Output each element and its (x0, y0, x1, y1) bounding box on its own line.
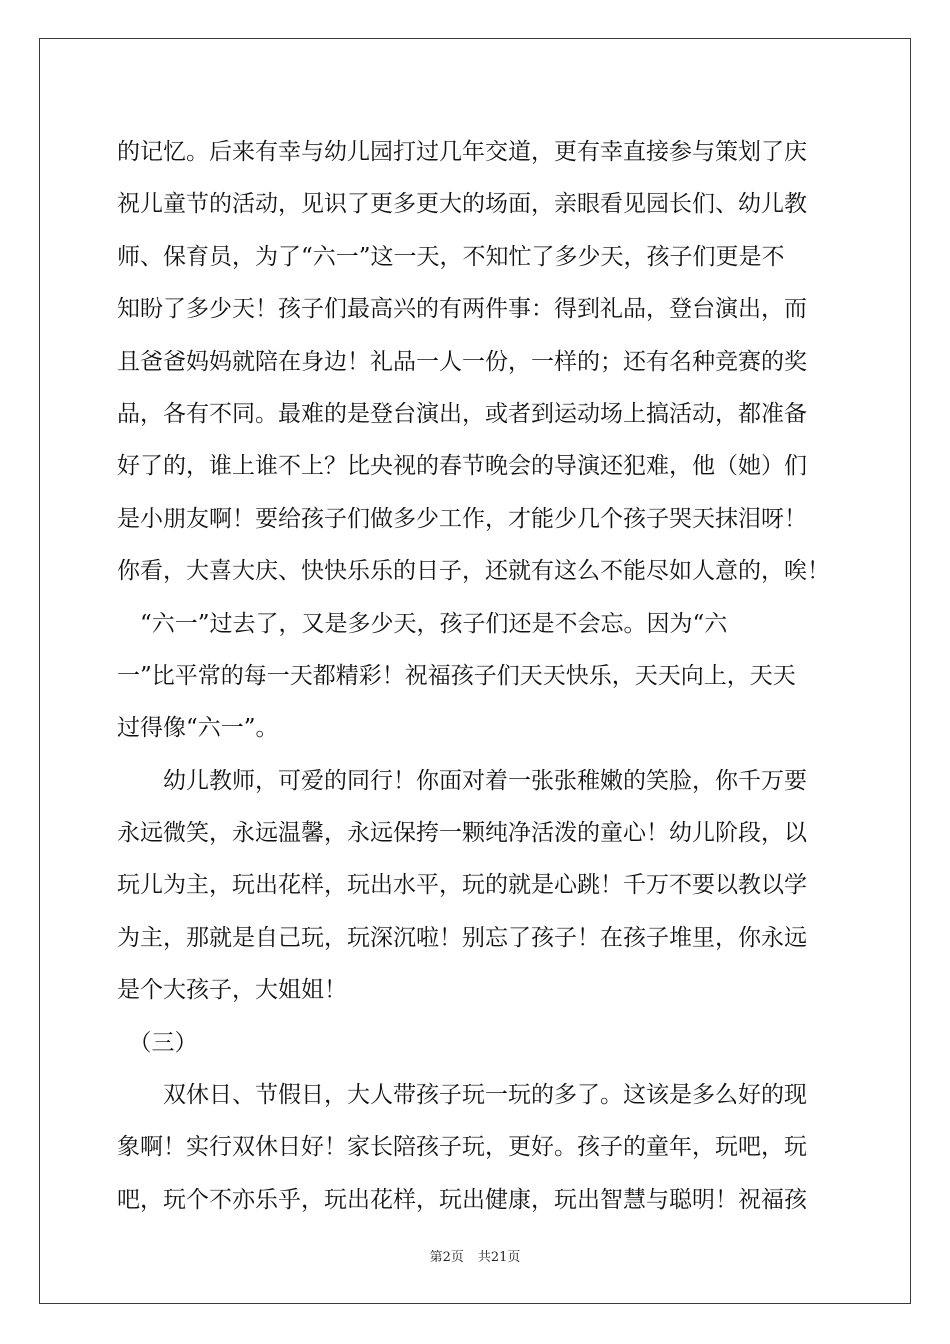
text-line: 知盼了多少天！孩子们最高兴的有两件事：得到礼品，登台演出，而 (117, 296, 807, 323)
text-line: 且爸爸妈妈就陪在身边！礼品一人一份，一样的；还有名种竞赛的奖 (117, 348, 807, 375)
text-line: 的记忆。后来有幸与幼儿园打过几年交道，更有幸直接参与策划了庆 (117, 139, 807, 165)
text-line: 一”比平常的每一天都精彩！祝福孩子们天天快乐，天天向上，天天 (117, 662, 796, 689)
text-line: 是小朋友啊！要给孩子们做多少工作，才能少几个孩子哭天抹泪呀！ (117, 505, 807, 532)
text-line: 好了的，谁上谁不上？比央视的春节晚会的导演还犯难，他（她）们 (117, 453, 807, 480)
text-line: 玩儿为主，玩出花样，玩出水平，玩的就是心跳！千万不要以教以学 (117, 872, 807, 899)
page-footer (0, 1246, 950, 1265)
text-line: 祝儿童节的活动，见识了更多更大的场面，亲眼看见园长们、幼儿教 (117, 191, 807, 218)
page-number: 第2页 (429, 1250, 464, 1265)
text-line: 品，各有不同。最难的是登台演出，或者到运动场上搞活动，都准备 (117, 400, 807, 427)
text-line: 师、保育员，为了“六一”这一天，不知忙了多少天，孩子们更是不 (117, 243, 785, 270)
text-line: 象啊！实行双休日好！家长陪孩子玩，更好。孩子的童年，玩吧，玩 (117, 1134, 807, 1161)
text-line: 是个大孩子，大姐姐！ (117, 977, 347, 1004)
text-line: 吧，玩个不亦乐乎，玩出花样，玩出健康，玩出智慧与聪明！祝福孩 (117, 1186, 807, 1213)
text-line: “六一”过去了，又是多少天，孩子们还是不会忘。因为“六 (117, 610, 728, 637)
text-line: 为主，那就是自己玩，玩深沉啦！别忘了孩子！在孩子堆里，你永远 (117, 924, 807, 951)
text-line: 幼儿教师，可爱的同行！你面对着一张张稚嫩的笑脸，你千万要 (117, 767, 807, 794)
total-pages: 共21页 (477, 1250, 521, 1265)
text-line: 你看，大喜大庆、快快乐乐的日子，还就有这么不能尽如人意的，唉！ (117, 558, 830, 585)
text-line: 过得像“六一”。 (117, 715, 279, 742)
document-body (117, 126, 837, 1226)
text-line: 双休日、节假日，大人带孩子玩一玩的多了。这该是多么好的现 (117, 1082, 807, 1109)
text-line: 永远微笑，永远温馨，永远保挎一颗纯净活泼的童心！幼儿阶段，以 (117, 820, 807, 847)
section-heading: （三） (117, 1029, 198, 1056)
